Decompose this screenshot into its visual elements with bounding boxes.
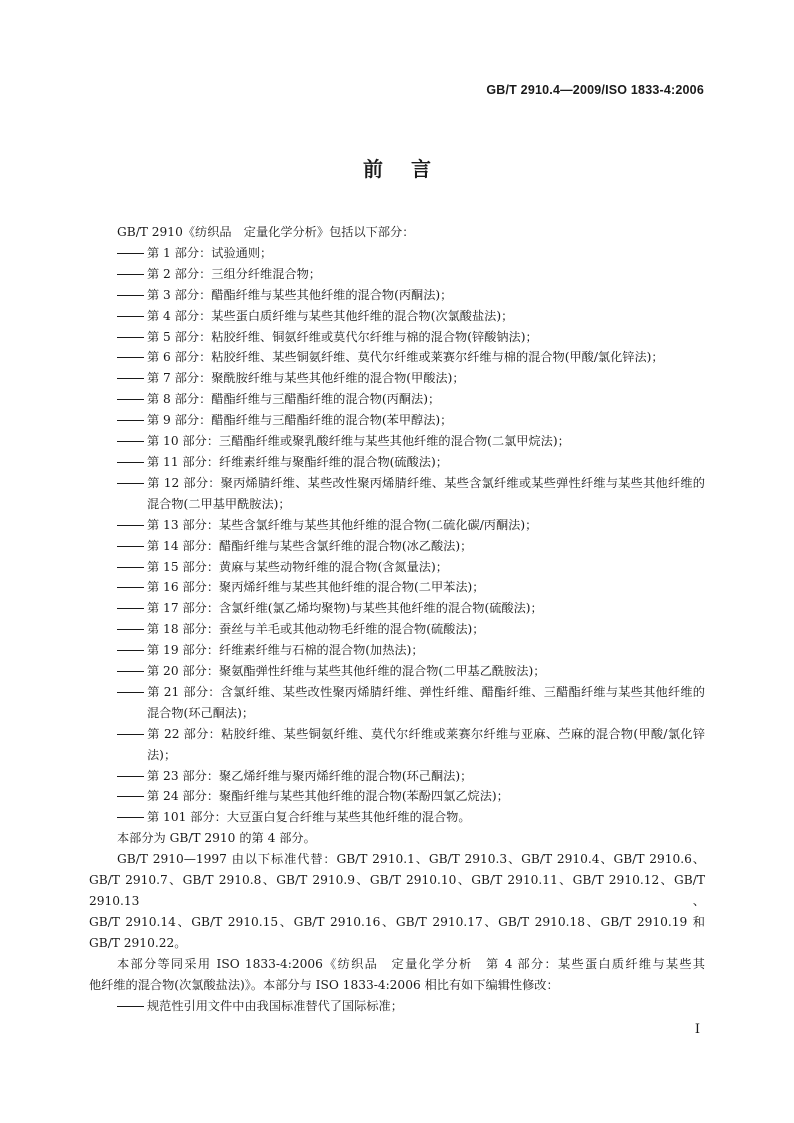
replaces-line: GB/T 2910.7、GB/T 2910.8、GB/T 2910.9、GB/T 2910.10、GB/T 2910.11、GB/T 2910.12、GB/T 2910.13、 <box>89 873 705 908</box>
list-item: 第 23 部分：聚乙烯纤维与聚丙烯纤维的混合物(环己酮法)； <box>89 766 705 787</box>
dash-marker <box>117 347 147 368</box>
dash-marker <box>117 766 147 787</box>
list-item: 规范性引用文件中由我国标准替代了国际标准； <box>89 996 705 1017</box>
list-item: 第 101 部分：大豆蛋白复合纤维与某些其他纤维的混合物。 <box>89 807 705 828</box>
dash-marker <box>117 557 147 578</box>
replaces-line: GB/T 2910.22。 <box>89 935 187 950</box>
foreword-body <box>89 222 705 1016</box>
list-item: 第 15 部分：黄麻与某些动物纤维的混合物(含氮量法)； <box>89 557 705 578</box>
dash-marker <box>117 640 147 661</box>
page-number: I <box>694 1022 700 1037</box>
adopts-line: 他纤维的混合物(次氯酸盐法)》。本部分与 ISO 1833-4:2006 相比有如下编辑性修改： <box>89 977 559 992</box>
dash-marker <box>117 682 147 703</box>
standard-code-header: GB/T 2910.4—2009/ISO 1833-4:2006 <box>486 83 704 97</box>
intro-paragraph: GB/T 2910《纺织品 定量化学分析》包括以下部分： <box>117 225 415 239</box>
list-item: 第 11 部分：纤维素纤维与聚酯纤维的混合物(硫酸法)； <box>89 452 705 473</box>
parts-list <box>89 243 705 828</box>
list-item: 第 13 部分：某些含氯纤维与某些其他纤维的混合物(二硫化碳/丙酮法)； <box>89 515 705 536</box>
dash-marker <box>117 598 147 619</box>
dash-marker <box>117 661 147 682</box>
list-item: 第 17 部分：含氯纤维(氯乙烯均聚物)与某些其他纤维的混合物(硫酸法)； <box>89 598 705 619</box>
page-title: 前言 <box>363 157 459 181</box>
dash-marker <box>117 452 147 473</box>
list-item: 第 16 部分：聚丙烯纤维与某些其他纤维的混合物(二甲苯法)； <box>89 577 705 598</box>
dash-marker <box>117 786 147 807</box>
list-item: 第 21 部分：含氯纤维、某些改性聚丙烯腈纤维、弹性纤维、醋酯纤维、三醋酯纤维与某些其他纤维的混合物(环己酮法)； <box>89 682 705 724</box>
dash-marker <box>117 536 147 557</box>
list-item: 第 7 部分：聚酰胺纤维与某些其他纤维的混合物(甲酸法)； <box>89 368 705 389</box>
dash-marker <box>117 724 147 745</box>
list-item: 第 5 部分：粘胶纤维、铜氨纤维或莫代尔纤维与棉的混合物(锌酸钠法)； <box>89 327 705 348</box>
dash-marker <box>117 807 147 828</box>
replaces-paragraph <box>89 849 705 954</box>
list-item: 第 12 部分：聚丙烯腈纤维、某些改性聚丙烯腈纤维、某些含氯纤维或某些弹性纤维与某些其他纤维的混合物(二甲基甲酰胺法)； <box>89 473 705 515</box>
dash-marker <box>117 577 147 598</box>
part-of-paragraph: 本部分为 GB/T 2910 的第 4 部分。 <box>117 831 316 846</box>
list-item: 第 10 部分：三醋酯纤维或聚乳酸纤维与某些其他纤维的混合物(二氯甲烷法)； <box>89 431 705 452</box>
list-item: 第 3 部分：醋酯纤维与某些其他纤维的混合物(丙酮法)； <box>89 285 705 306</box>
replaces-line: GB/T 2910—1997 由以下标准代替：GB/T 2910.1、GB/T 2910.3、GB/T 2910.4、GB/T 2910.6、 <box>117 852 705 867</box>
dash-marker <box>117 515 147 536</box>
replaces-line: GB/T 2910.14、GB/T 2910.15、GB/T 2910.16、GB/T 2910.17、GB/T 2910.18、GB/T 2910.19 和 <box>89 914 705 929</box>
adopts-paragraph <box>89 954 705 996</box>
dash-marker <box>117 285 147 306</box>
dash-marker <box>117 389 147 410</box>
list-item: 第 22 部分：粘胶纤维、某些铜氨纤维、莫代尔纤维或莱赛尔纤维与亚麻、苎麻的混合物(甲酸/氯化锌法)； <box>89 724 705 766</box>
dash-marker <box>117 306 147 327</box>
list-item: 第 1 部分：试验通则； <box>89 243 705 264</box>
list-item: 第 19 部分：纤维素纤维与石棉的混合物(加热法)； <box>89 640 705 661</box>
edits-list <box>89 996 705 1017</box>
dash-marker <box>117 473 147 494</box>
list-item: 第 2 部分：三组分纤维混合物； <box>89 264 705 285</box>
dash-marker <box>117 368 147 389</box>
dash-marker <box>117 264 147 285</box>
dash-marker <box>117 410 147 431</box>
list-item: 第 18 部分：蚕丝与羊毛或其他动物毛纤维的混合物(硫酸法)； <box>89 619 705 640</box>
dash-marker <box>117 619 147 640</box>
dash-marker <box>117 327 147 348</box>
list-item: 第 9 部分：醋酯纤维与三醋酯纤维的混合物(苯甲醇法)； <box>89 410 705 431</box>
dash-marker <box>117 431 147 452</box>
adopts-line: 本部分等同采用 ISO 1833-4:2006《纺织品 定量化学分析 第 4 部分：某些蛋白质纤维与某些其 <box>117 956 705 971</box>
dash-marker <box>117 996 147 1017</box>
dash-marker <box>117 243 147 264</box>
list-item: 第 14 部分：醋酯纤维与某些含氯纤维的混合物(冰乙酸法)； <box>89 536 705 557</box>
list-item: 第 24 部分：聚酯纤维与某些其他纤维的混合物(苯酚四氯乙烷法)； <box>89 786 705 807</box>
list-item: 第 6 部分：粘胶纤维、某些铜氨纤维、莫代尔纤维或莱赛尔纤维与棉的混合物(甲酸/氯化锌法)； <box>89 347 705 368</box>
list-item: 第 4 部分：某些蛋白质纤维与某些其他纤维的混合物(次氯酸盐法)； <box>89 306 705 327</box>
list-item: 第 20 部分：聚氨酯弹性纤维与某些其他纤维的混合物(二甲基乙酰胺法)； <box>89 661 705 682</box>
list-item: 第 8 部分：醋酯纤维与三醋酯纤维的混合物(丙酮法)； <box>89 389 705 410</box>
